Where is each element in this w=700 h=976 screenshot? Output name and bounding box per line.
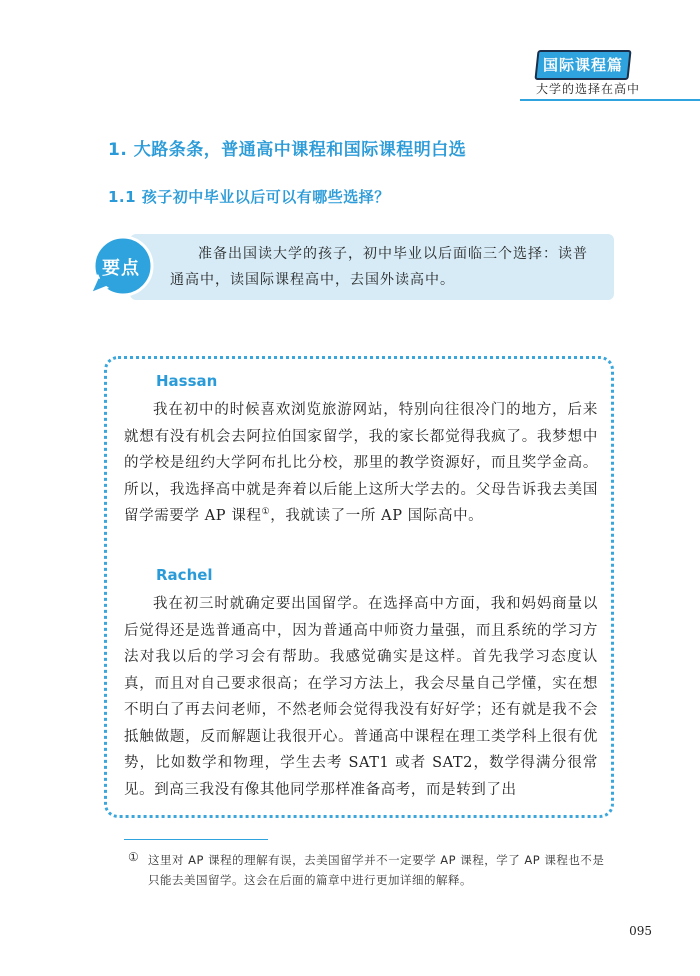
chapter-badge xyxy=(534,50,631,80)
story-name-hassan: Hassan xyxy=(156,372,218,390)
footnote-marker: ① xyxy=(128,850,139,864)
chapter-subtitle: 大学的选择在高中 xyxy=(535,82,640,96)
story-name-rachel: Rachel xyxy=(156,566,213,584)
story-text-hassan xyxy=(124,397,598,530)
story-text-rachel: 我在初三时就确定要出国留学。在选择高中方面，我和妈妈商量以后觉得还是选普通高中，因为普通高中师资力量强，而且系统的学习方法对我以后的学习会有帮助。我感觉确实是这样。首先我学习态度认真，而且对自己要求很高；在学习方法上，我会尽量自己学懂，实在想不明白了再去问老师，不然老师会觉得我没有好好学；还有就是我不会抵触做题，反而解题让我很开心。普通高中课程在理工类学科上很有优势，比如数学和物理，学生去考 SAT1 或者 SAT2，数学得满分很常见。到高三我没有像其他同学那样准备高考，而是转到了出 xyxy=(124,596,598,798)
keypoint-label: 要点 xyxy=(102,258,140,279)
footnote-reference[interactable]: ① xyxy=(261,507,271,518)
chapter-badge-label: 国际课程篇 xyxy=(542,56,623,74)
story-text-hassan-part1: 我在初中的时候喜欢浏览旅游网站，特别向往很冷门的地方，后来就想有没有机会去阿拉伯国家留学，我的家长都觉得我疯了。我梦想中的学校是纽约大学阿布扎比分校，那里的教学资源好，而且奖学金高。所以，我选择高中就是奔着以后能上这所大学去的。父母告诉我去美国留学需要学 AP 课程 xyxy=(124,402,598,524)
subsection-heading: 1.1 孩子初中毕业以后可以有哪些选择？ xyxy=(108,188,390,206)
keypoint-text: 准备出国读大学的孩子，初中毕业以后面临三个选择：读普通高中，读国际课程高中，去国外读高中。 xyxy=(170,246,588,288)
footnote-divider xyxy=(124,839,268,840)
section-heading: 1. 大路条条，普通高中课程和国际课程明白选 xyxy=(108,140,467,160)
story-text-hassan-part2: ，我就读了一所 AP 国际高中。 xyxy=(270,508,484,524)
page-number: 095 xyxy=(629,924,652,938)
footnote-text: 这里对 AP 课程的理解有误，去美国留学并不一定要学 AP 课程，学了 AP 课程也不是只能去美国留学。这会在后面的篇章中进行更加详细的解释。 xyxy=(148,853,605,887)
header-divider xyxy=(520,99,700,101)
keypoint-box xyxy=(130,234,614,300)
